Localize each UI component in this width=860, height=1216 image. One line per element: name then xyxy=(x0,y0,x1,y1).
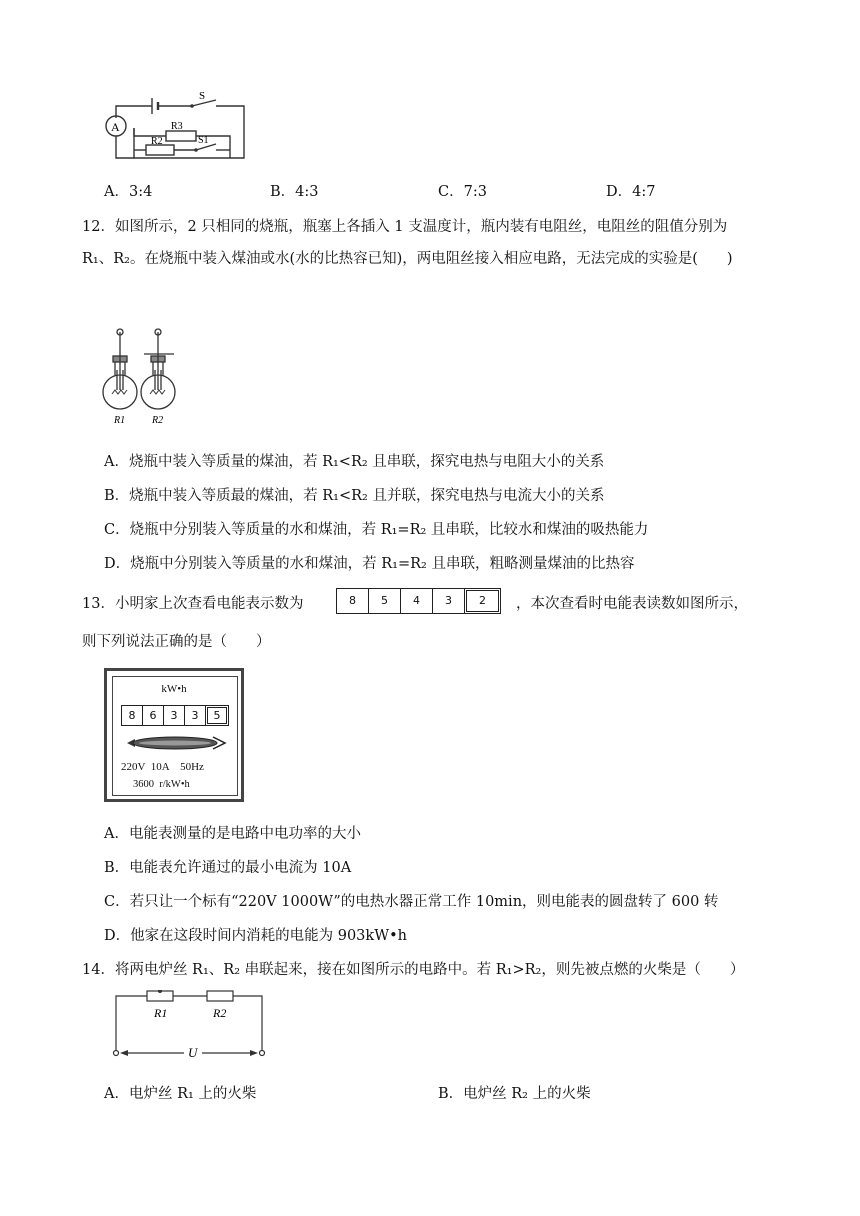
q12-flask-r2-label: R2 xyxy=(152,415,164,426)
q11-circuit-diagram xyxy=(100,88,260,166)
q14-option-b[interactable]: B．电炉丝 R₂ 上的火柴 xyxy=(438,1086,591,1102)
q13-option-a[interactable]: A．电能表测量的是电路中电功率的大小 xyxy=(104,826,361,842)
q13-prev-digit: 4 xyxy=(401,589,433,613)
q13-prev-digit: 8 xyxy=(337,589,369,613)
q12-option-a[interactable]: A．烧瓶中装入等质量的煤油，若 R₁<R₂ 且串联，探究电热与电阻大小的关系 xyxy=(104,454,605,470)
q14-r2-label: R2 xyxy=(213,1006,227,1020)
q12-flasks-figure xyxy=(100,324,184,428)
q13-stem-line1b: ，本次查看时电能表读数如图所示， xyxy=(516,596,748,612)
q11-ammeter-label: A xyxy=(111,120,120,134)
q13-meter-digits xyxy=(121,705,229,726)
q11-switch-s1-label: S1 xyxy=(198,135,209,146)
q13-previous-reading xyxy=(336,588,501,614)
q13-prev-digit: 3 xyxy=(433,589,465,613)
q11-r2-label: R2 xyxy=(151,136,163,147)
q13-meter-digit-decimal: 5 xyxy=(207,707,227,724)
q13-stem-line1a: 13．小明家上次查看电能表示数为 xyxy=(82,596,304,612)
q14-r1-label: R1 xyxy=(154,1006,168,1020)
q13-meter-digit: 8 xyxy=(122,706,143,725)
q14-circuit-diagram xyxy=(110,990,270,1060)
q13-meter-unit: kW•h xyxy=(161,683,187,695)
q13-meter-digit: 3 xyxy=(164,706,185,725)
q13-meter-disc-icon xyxy=(125,731,229,755)
q13-meter-spec-1: 220V 10A 50Hz xyxy=(121,761,204,773)
q12-stem-line2: R₁、R₂。在烧瓶中装入煤油或水(水的比热容已知)，两电阻丝接入相应电路，无法完成的实验是( ) xyxy=(82,251,733,267)
q12-option-b[interactable]: B．烧瓶中装入等质最的煤油，若 R₁<R₂ 且并联，探究电热与电流大小的关系 xyxy=(104,488,605,504)
q13-meter-spec-2: 3600 r/kW•h xyxy=(133,779,190,790)
q11-option-d[interactable]: D．4:7 xyxy=(606,184,656,200)
q12-flask-r1-label: R1 xyxy=(114,415,126,426)
q13-option-b[interactable]: B．电能表允许通过的最小电流为 10A xyxy=(104,860,352,876)
q13-meter-digit: 3 xyxy=(185,706,206,725)
q11-option-c[interactable]: C．7:3 xyxy=(438,184,487,200)
q12-option-c[interactable]: C．烧瓶中分别装入等质量的水和煤油，若 R₁=R₂ 且串联，比较水和煤油的吸热能力 xyxy=(104,522,649,538)
q13-prev-digit-decimal: 2 xyxy=(466,590,499,612)
q13-meter-digit: 6 xyxy=(143,706,164,725)
q11-switch-s-label: S xyxy=(199,90,206,102)
q14-u-label: U xyxy=(188,1045,198,1060)
q14-stem: 14．将两电炉丝 R₁、R₂ 串联起来，接在如图所示的电路中。若 R₁>R₂，则先被点燃的火柴是（ ） xyxy=(82,962,745,978)
q13-electric-meter xyxy=(104,668,244,802)
q13-stem-line2: 则下列说法正确的是（ ） xyxy=(82,634,271,650)
q13-prev-digit: 5 xyxy=(369,589,401,613)
q13-option-c[interactable]: C．若只让一个标有“220V 1000W”的电热水器正常工作 10min，则电能表的圆盘转了 600 转 xyxy=(104,894,719,910)
q12-option-d[interactable]: D．烧瓶中分别装入等质量的水和煤油，若 R₁=R₂ 且串联，粗略测量煤油的比热容 xyxy=(104,556,635,572)
q11-r3-label: R3 xyxy=(171,121,183,132)
q11-option-a[interactable]: A．3:4 xyxy=(104,184,153,200)
q12-stem-line1: 12．如图所示，2 只相同的烧瓶，瓶塞上各插入 1 支温度计，瓶内装有电阻丝，电阻丝的阻值分别为 xyxy=(82,219,728,235)
q14-option-a[interactable]: A．电炉丝 R₁ 上的火柴 xyxy=(104,1086,257,1102)
q13-option-d[interactable]: D．他家在这段时间内消耗的电能为 903kW•h xyxy=(104,928,407,944)
q11-option-b[interactable]: B．4:3 xyxy=(270,184,319,200)
